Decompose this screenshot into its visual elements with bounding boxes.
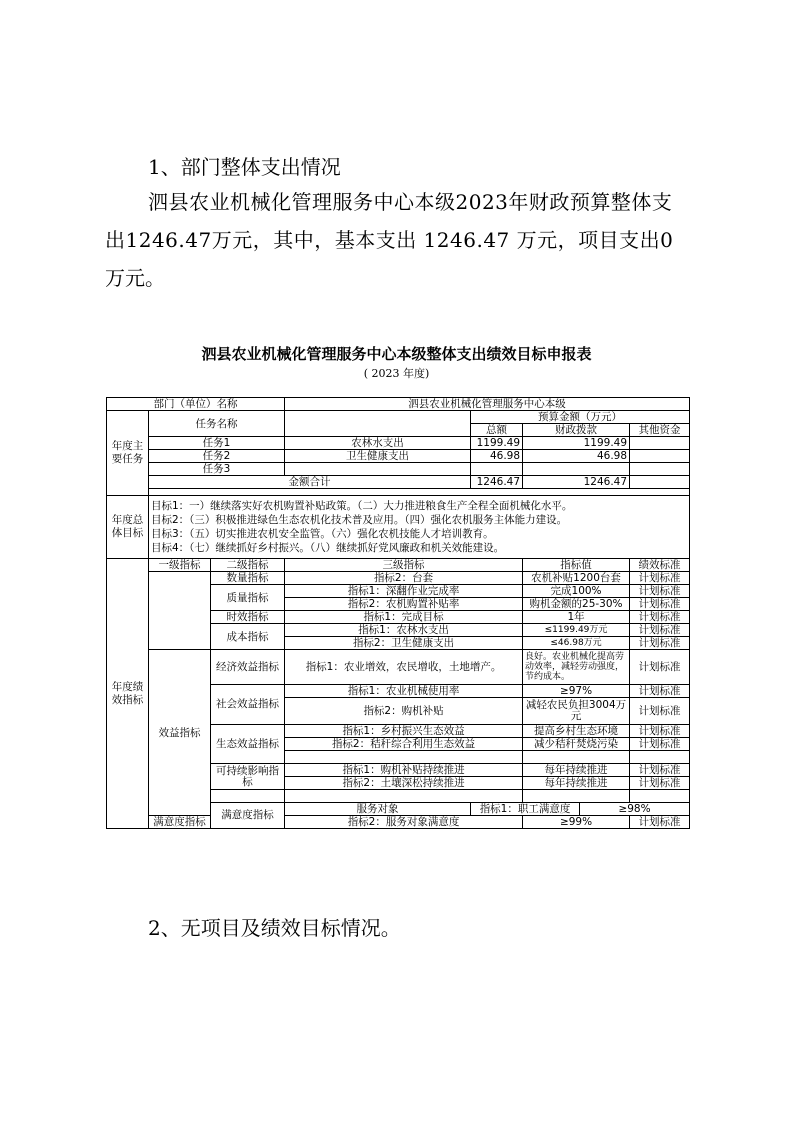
l3-name: 指标1：农林水支出 xyxy=(285,624,523,637)
l3-std: 计划标准 xyxy=(630,816,690,829)
task-fiscal: 1199.49 xyxy=(523,437,630,450)
table-title: 泗县农业机械化管理服务中心本级整体支出绩效目标申报表 xyxy=(201,345,592,363)
l3-name: 指标1：完成目标 xyxy=(285,611,523,624)
goals-row xyxy=(107,496,690,559)
l3-value: 1年 xyxy=(523,611,630,624)
table-row xyxy=(107,463,690,476)
l3-std xyxy=(630,790,690,803)
goal-line: 目标4：（七）继续抓好乡村振兴。（八）继续抓好党风廉政和机关效能建设。 xyxy=(151,542,505,554)
task-total: 46.98 xyxy=(471,450,523,463)
task-name xyxy=(285,463,471,476)
budget-header: 预算金额（万元） xyxy=(471,411,690,424)
task-total xyxy=(471,463,523,476)
l3-std: 计划标准 xyxy=(630,598,690,611)
l3-value: ≤1199.49万元 xyxy=(523,624,630,637)
l1-output xyxy=(149,572,211,650)
l3-name xyxy=(285,790,523,803)
task-desc-header xyxy=(285,411,471,437)
task-other xyxy=(630,450,690,463)
col-std-header: 绩效标准 xyxy=(630,559,690,572)
l3-value: 每年持续推进 xyxy=(523,764,630,777)
goals-section-label: 年度总体目标 xyxy=(107,496,149,559)
total-header: 总额 xyxy=(471,424,523,437)
l3-value: 减少秸秆焚烧污染 xyxy=(523,738,630,751)
dept-value: 泗县农业机械化管理服务中心本级 xyxy=(285,398,690,411)
col-l2-header: 二级指标 xyxy=(211,559,285,572)
l3-std: 计划标准 xyxy=(630,738,690,751)
l3-std: 计划标准 xyxy=(630,725,690,738)
l2-sat: 满意度指标 xyxy=(149,816,211,829)
l3-value: ≥98% xyxy=(580,803,690,816)
table-row xyxy=(107,816,690,829)
section1-paragraph-line1: 泗县农业机械化管理服务中心本级2023年财政预算整体支 xyxy=(148,190,673,214)
l3-std: 计划标准 xyxy=(630,611,690,624)
l3-name: 指标2：土壤深松持续推进 xyxy=(285,777,523,790)
l3-std: 计划标准 xyxy=(630,572,690,585)
l2-timeliness: 时效指标 xyxy=(211,611,285,624)
sum-label: 金额合计 xyxy=(149,476,471,489)
l3-name xyxy=(285,751,523,764)
sum-row xyxy=(107,476,690,489)
l2-cost: 成本指标 xyxy=(211,624,285,650)
col-l3-header: 三级指标 xyxy=(285,559,523,572)
task-header-row xyxy=(107,411,690,424)
l2-quantity: 数量指标 xyxy=(211,572,285,585)
task-other xyxy=(630,463,690,476)
l3-value: 完成100% xyxy=(523,585,630,598)
l2-ecological: 生态效益指标 xyxy=(211,725,285,764)
l3-std: 计划标准 xyxy=(630,764,690,777)
l3-value: 购机金额的25-30% xyxy=(523,598,630,611)
l3-name: 指标1：购机补贴持续推进 xyxy=(285,764,523,777)
l3-name: 指标2：农机购置补贴率 xyxy=(285,598,523,611)
section2-heading: 2、无项目及绩效目标情况。 xyxy=(148,916,401,940)
goal-line: 目标2：（三）积极推进绿色生态农机化技术普及应用。（四）强化农机服务主体能力建设。 xyxy=(151,514,568,526)
l3-value: 提高乡村生态环境 xyxy=(523,725,630,738)
l3-value xyxy=(523,751,630,764)
sum-total: 1246.47 xyxy=(471,476,523,489)
goal-line: 目标3：（五）切实推进农机安全监管。（六）强化农机技能人才培训教育。 xyxy=(151,528,494,540)
l3-name: 指标1：职工满意度 xyxy=(471,803,580,816)
perf-section-label: 年度绩效指标 xyxy=(107,559,149,829)
l3-value: 减轻农民负担3004万元 xyxy=(523,698,630,725)
task-label: 任务3 xyxy=(149,463,285,476)
goal-line: 目标1：一）继续落实好农机购置补贴政策。（二）大力推进粮食生产全程全面机械化水平。 xyxy=(151,500,573,512)
l3-std: 计划标准 xyxy=(630,624,690,637)
performance-table xyxy=(106,397,690,829)
other-header: 其他资金 xyxy=(630,424,690,437)
section1-heading: 1、部门整体支出情况 xyxy=(148,155,341,179)
l3-name: 指标1：农业机械使用率 xyxy=(285,685,523,698)
l1-satisfaction: 满意度指标 xyxy=(211,803,285,829)
l3-value: ≥97% xyxy=(523,685,630,698)
l2-quality: 质量指标 xyxy=(211,585,285,611)
l2-sustainable: 可持续影响指标 xyxy=(211,764,285,790)
table-row xyxy=(107,572,690,585)
l3-name: 指标2：服务对象满意度 xyxy=(285,816,523,829)
task-fiscal xyxy=(523,463,630,476)
spacer-row xyxy=(107,489,690,496)
l3-value: ≤46.98万元 xyxy=(523,637,630,650)
l3-value: 每年持续推进 xyxy=(523,777,630,790)
l3-value: 良好。农业机械化提高劳动效率，减轻劳动强度，节约成本。 xyxy=(523,650,630,685)
section1-paragraph-line3: 万元。 xyxy=(105,266,165,290)
table-subtitle: ( 2023 年度) xyxy=(363,367,430,380)
l3-name: 指标2：秸秆综合利用生态效益 xyxy=(285,738,523,751)
l3-std: 计划标准 xyxy=(630,637,690,650)
task-total: 1199.49 xyxy=(471,437,523,450)
task-name: 农林水支出 xyxy=(285,437,471,450)
l3-name: 指标1：农业增效，农民增收，土地增产。 xyxy=(285,650,523,685)
task-label: 任务1 xyxy=(149,437,285,450)
dept-label: 部门（单位）名称 xyxy=(107,398,285,411)
task-section-label: 年度主要任务 xyxy=(107,411,149,496)
col-l1-header: 一级指标 xyxy=(149,559,211,572)
task-name-header: 任务名称 xyxy=(149,411,285,437)
l3-value: ≥99% xyxy=(523,816,630,829)
table-row xyxy=(107,437,690,450)
task-name: 卫生健康支出 xyxy=(285,450,471,463)
fiscal-header: 财政拨款 xyxy=(523,424,630,437)
task-other xyxy=(630,437,690,450)
goals-cell xyxy=(149,496,690,559)
l2-economic: 经济效益指标 xyxy=(211,650,285,685)
l3-std: 计划标准 xyxy=(630,777,690,790)
dept-row xyxy=(107,398,690,411)
l2-service: 服务对象 xyxy=(285,803,471,816)
l3-std: 计划标准 xyxy=(630,650,690,685)
task-fiscal: 46.98 xyxy=(523,450,630,463)
l2-social: 社会效益指标 xyxy=(211,685,285,725)
l3-name: 指标2：台套 xyxy=(285,572,523,585)
l3-std: 计划标准 xyxy=(630,585,690,598)
l3-std xyxy=(630,751,690,764)
perf-header-row xyxy=(107,559,690,572)
l3-name: 指标1：乡村振兴生态效益 xyxy=(285,725,523,738)
table-row xyxy=(107,650,690,685)
task-label: 任务2 xyxy=(149,450,285,463)
l3-value: 农机补贴1200台套 xyxy=(523,572,630,585)
l3-name: 指标1：深翻作业完成率 xyxy=(285,585,523,598)
l3-name: 指标2：购机补贴 xyxy=(285,698,523,725)
l3-std: 计划标准 xyxy=(630,698,690,725)
col-val-header: 指标值 xyxy=(523,559,630,572)
section1-paragraph-line2: 出1246.47万元，其中，基本支出 1246.47 万元，项目支出0 xyxy=(105,228,674,252)
table-row xyxy=(107,450,690,463)
spacer-cell xyxy=(149,489,690,496)
sum-fiscal: 1246.47 xyxy=(523,476,630,489)
l2-spacer xyxy=(211,790,285,803)
sum-other xyxy=(630,476,690,489)
l3-name: 指标2：卫生健康支出 xyxy=(285,637,523,650)
l3-std: 计划标准 xyxy=(630,685,690,698)
l3-value xyxy=(523,790,630,803)
l1-benefit: 效益指标 xyxy=(149,650,211,816)
